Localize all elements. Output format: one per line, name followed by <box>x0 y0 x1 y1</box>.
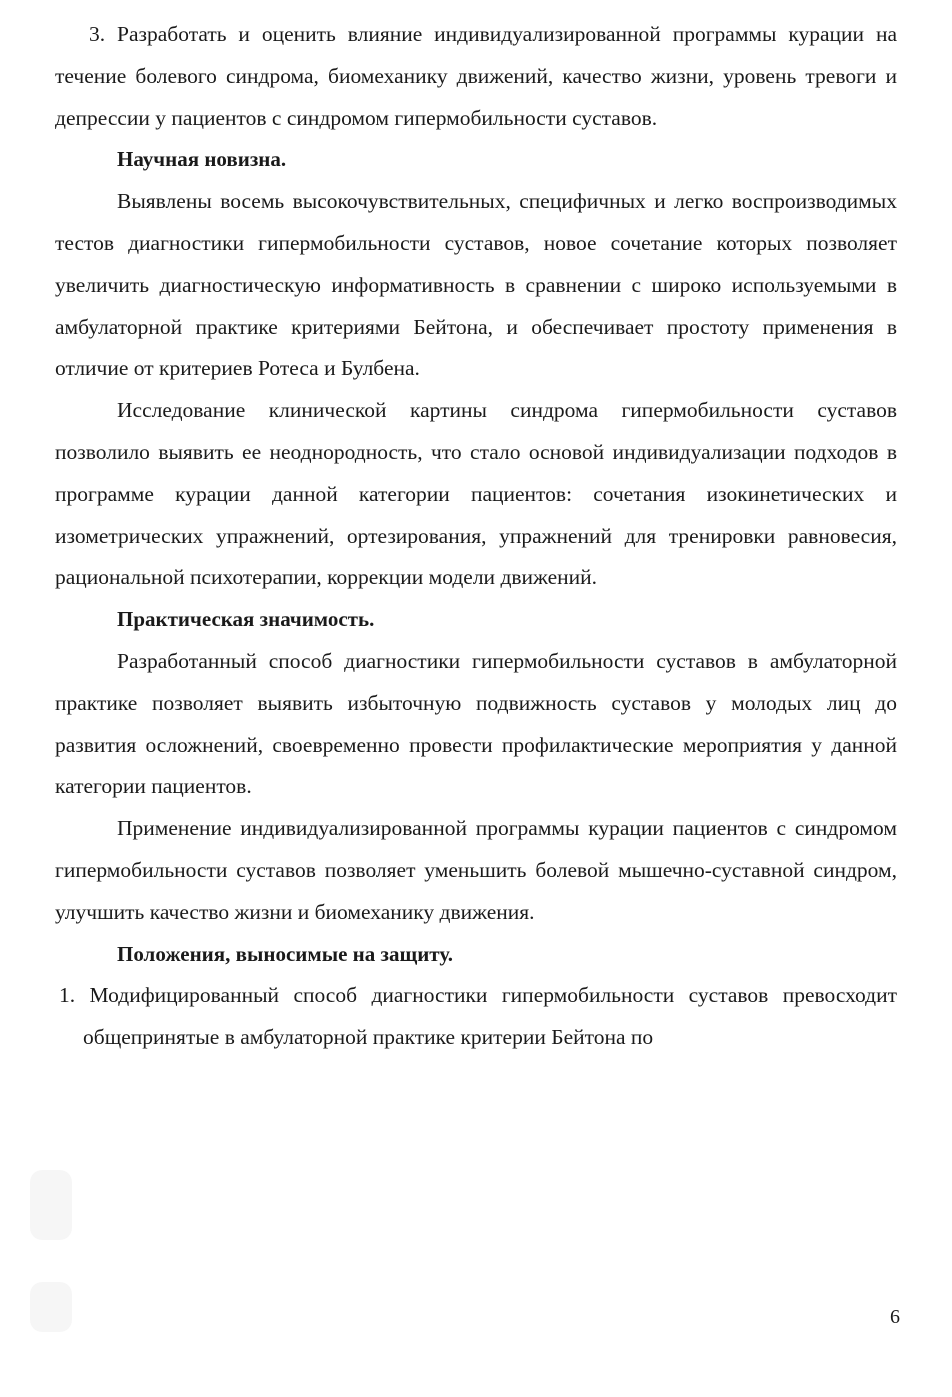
body-text <box>55 14 897 1059</box>
section-heading-practical: Практическая значимость. <box>117 607 375 632</box>
paragraph-novelty-1: Выявлены восемь высокочувствительных, специфичных и легко воспроизводимых тестов диагностики гипермобильности суставов, новое сочетание которых позволяет увеличить диагностическую информативность в сравнении с широко используемыми в амбулаторной практике критериями Бейтона, и обеспечивает простоту применения в отличие от критериев Ротеса и Булбена. <box>55 189 897 381</box>
list-item-1: 1. Модифицированный способ диагностики гипермобильности суставов превосходит общепринятые в амбулаторной практике критерии Бейтона по <box>59 983 897 1050</box>
section-heading-defense: Положения, выносимые на защиту. <box>117 941 453 966</box>
scan-artifact <box>30 1170 72 1240</box>
list-item-3: 3. Разработать и оценить влияние индивидуализированной программы курации на течение болевого синдрома, биомеханику движений, качество жизни, уровень тревоги и депрессии у пациентов с синдромом гипермобильности суставов. <box>55 22 897 130</box>
paragraph-practical-1: Разработанный способ диагностики гипермобильности суставов в амбулаторной практике позволяет выявить избыточную подвижность суставов у молодых лиц до развития осложнений, своевременно провести профилактические мероприятия у данной категории пациентов. <box>55 648 897 799</box>
paragraph-novelty-2: Исследование клинической картины синдрома гипермобильности суставов позволило выявить ее неоднородность, что стало основой индивидуализации подходов в программе курации данной категории пациентов: сочетания изокинетических и изометрических упражнений, ортезирования, упражнений для тренировки равновесия, рациональной психотерапии, коррекции модели движений. <box>55 398 897 590</box>
paragraph-practical-2: Применение индивидуализированной программы курации пациентов с синдромом гипермобильности суставов позволяет уменьшить болевой мышечно-суставной синдром, улучшить качество жизни и биомеханику движения. <box>55 816 897 924</box>
scan-artifact <box>30 1282 72 1332</box>
page-number: 6 <box>890 1306 900 1328</box>
section-heading-novelty: Научная новизна. <box>117 147 287 172</box>
